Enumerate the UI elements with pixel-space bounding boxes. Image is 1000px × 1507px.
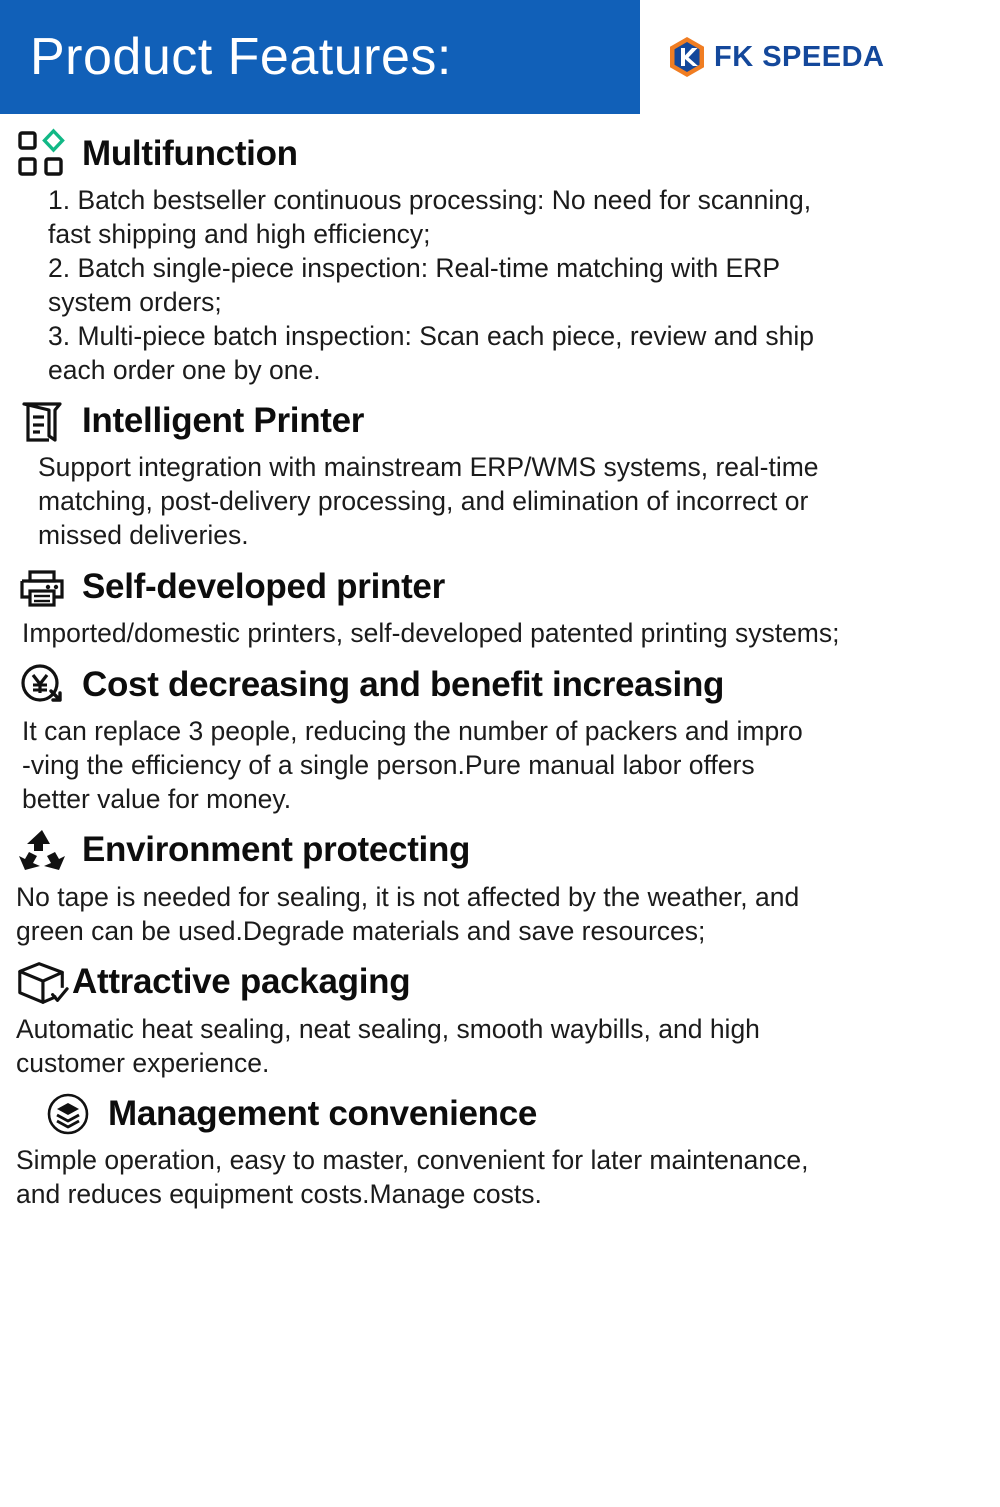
receipt-printer-icon	[14, 393, 70, 449]
layers-circle-icon	[40, 1086, 96, 1142]
feature-heading	[14, 955, 986, 1011]
feature-body-line: Support integration with mainstream ERP/WMS systems, real-time	[38, 452, 819, 483]
feature-section-attractive-packaging	[0, 955, 1000, 1081]
feature-body	[14, 617, 986, 651]
feature-body-line: It can replace 3 people, reducing the number of packers and impro	[22, 716, 803, 747]
feature-section-intelligent-printer	[0, 393, 1000, 553]
feature-body-line: 3. Multi-piece batch inspection: Scan each piece, review and ship	[48, 320, 814, 351]
feature-body-line: green can be used.Degrade materials and save resources;	[16, 915, 706, 946]
feature-section-environment-protecting	[0, 823, 1000, 949]
feature-body-line: 2. Batch single-piece inspection: Real-time matching with ERP	[48, 252, 781, 283]
page-title: Product Features:	[30, 28, 452, 86]
feature-heading	[14, 559, 986, 615]
feature-body-line: fast shipping and high efficiency;	[48, 218, 431, 249]
feature-body-line: Automatic heat sealing, neat sealing, smooth waybills, and high	[16, 1013, 760, 1044]
feature-heading	[14, 126, 986, 182]
hexagon-logo-icon	[668, 36, 706, 78]
feature-body-line: and reduces equipment costs.Manage costs.	[16, 1179, 542, 1210]
yuan-cost-down-icon	[14, 657, 70, 713]
feature-title: Multifunction	[82, 133, 298, 173]
feature-body-line: Imported/domestic printers, self-developed patented printing systems;	[22, 618, 840, 649]
feature-heading	[14, 823, 986, 879]
feature-title: Self-developed printer	[82, 566, 445, 606]
feature-section-management-convenience	[0, 1086, 1000, 1212]
feature-title: Environment protecting	[82, 830, 471, 870]
page-header	[0, 0, 1000, 114]
feature-title: Management convenience	[108, 1094, 538, 1134]
feature-body-line: customer experience.	[16, 1047, 270, 1078]
feature-section-multifunction	[0, 126, 1000, 387]
feature-body-line: each order one by one.	[48, 354, 321, 385]
feature-body	[14, 1144, 986, 1212]
feature-body	[14, 881, 986, 949]
feature-body-line: matching, post-delivery processing, and elimination of incorrect or	[38, 486, 809, 517]
grid-diamond-icon	[14, 126, 70, 182]
feature-title: Intelligent Printer	[82, 401, 365, 441]
recycle-icon	[14, 823, 70, 879]
feature-body-line: Simple operation, easy to master, convenient for later maintenance,	[16, 1145, 809, 1176]
feature-body-line: -ving the efficiency of a single person.Pure manual labor offers	[22, 749, 755, 780]
header-band	[0, 0, 640, 114]
feature-body-line: missed deliveries.	[38, 520, 249, 551]
feature-title: Cost decreasing and benefit increasing	[82, 664, 725, 704]
feature-heading	[14, 1086, 986, 1142]
feature-section-self-developed-printer	[0, 559, 1000, 651]
feature-heading	[14, 393, 986, 449]
brand-name: FK SPEEDA	[714, 40, 885, 73]
feature-body-line: system orders;	[48, 286, 222, 317]
features-list	[0, 114, 1000, 1212]
header-brand-area	[640, 0, 1000, 114]
feature-section-cost-decreasing	[0, 657, 1000, 817]
feature-body	[14, 451, 986, 553]
package-box-icon	[14, 955, 70, 1011]
feature-body	[14, 1013, 986, 1081]
feature-body-line: No tape is needed for sealing, it is not affected by the weather, and	[16, 881, 800, 912]
feature-body	[14, 715, 986, 817]
brand-logo	[668, 36, 884, 78]
feature-title: Attractive packaging	[72, 962, 411, 1002]
feature-body-line: 1. Batch bestseller continuous processing: No need for scanning,	[48, 185, 812, 215]
printer-icon	[14, 559, 70, 615]
feature-body-line: better value for money.	[22, 783, 292, 814]
feature-body	[14, 184, 986, 387]
feature-heading	[14, 657, 986, 713]
